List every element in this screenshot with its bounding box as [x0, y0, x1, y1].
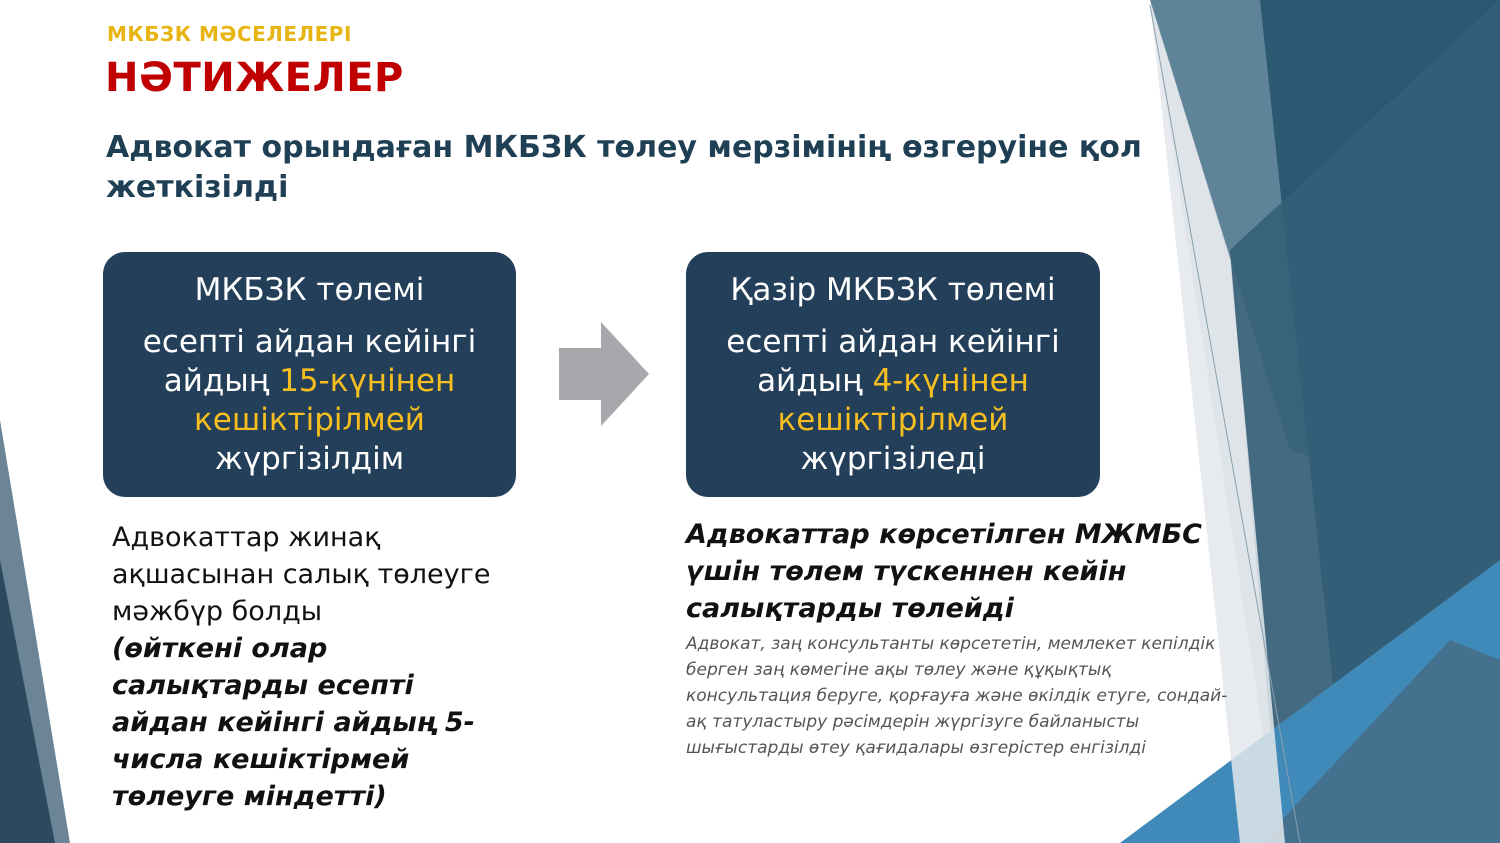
before-payment-box	[103, 252, 516, 497]
slide-subtitle: Адвокат орындаған МКБЗК төлеу мерзімінің өзгеруіне қол жеткізілді	[106, 130, 1142, 205]
before-box-highlight: 15-күнінен кешіктірілмей	[194, 363, 456, 438]
before-box-text: есепті айдан кейінгі айдың	[142, 324, 477, 399]
slide-title: НӘТИЖЕЛЕР	[105, 55, 404, 101]
after-box-text-end: жүргізіледі	[800, 441, 986, 477]
before-box-heading: МКБЗК төлемі	[194, 272, 425, 308]
before-box-body	[103, 323, 516, 479]
before-explanation	[112, 519, 512, 815]
before-explanation-text: Адвокаттар жинақ ақшасынан салық төлеуге мәжбүр болды	[112, 522, 491, 627]
before-box-text-end: жүргізілдім	[214, 441, 405, 477]
after-box-highlight: 4-күнінен кешіктірілмей	[777, 363, 1029, 438]
after-payment-box	[686, 252, 1100, 497]
after-explanation-footnote: Адвокат, заң консультанты көрсететін, мемлекет кепілдік берген заң көмегіне ақы төлеу және құқықтық консультация беруге, қорғауға және өкілдік етуге, сондай-ақ татуластыру рәсімдерін жүргізуге байланысты шығыстарды өтеу қағидалары өзгерістер енгізілді	[686, 634, 1228, 758]
after-explanation: Адвокаттар көрсетілген МЖМБС үшін төлем түскеннен кейін салықтарды төлейді	[686, 519, 1202, 624]
after-box-text: есепті айдан кейінгі айдың	[726, 324, 1060, 399]
before-explanation-italic: (өйткені олар салықтарды есепті айдан кейінгі айдың 5-числа кешіктірмей төлеуге міндетті)	[112, 633, 475, 812]
right-arrow-icon	[559, 322, 649, 426]
after-box-body	[686, 323, 1100, 479]
section-kicker: МКБЗК МӘСЕЛЕЛЕРІ	[107, 22, 352, 46]
after-box-heading: Қазір МКБЗК төлемі	[730, 272, 1056, 308]
